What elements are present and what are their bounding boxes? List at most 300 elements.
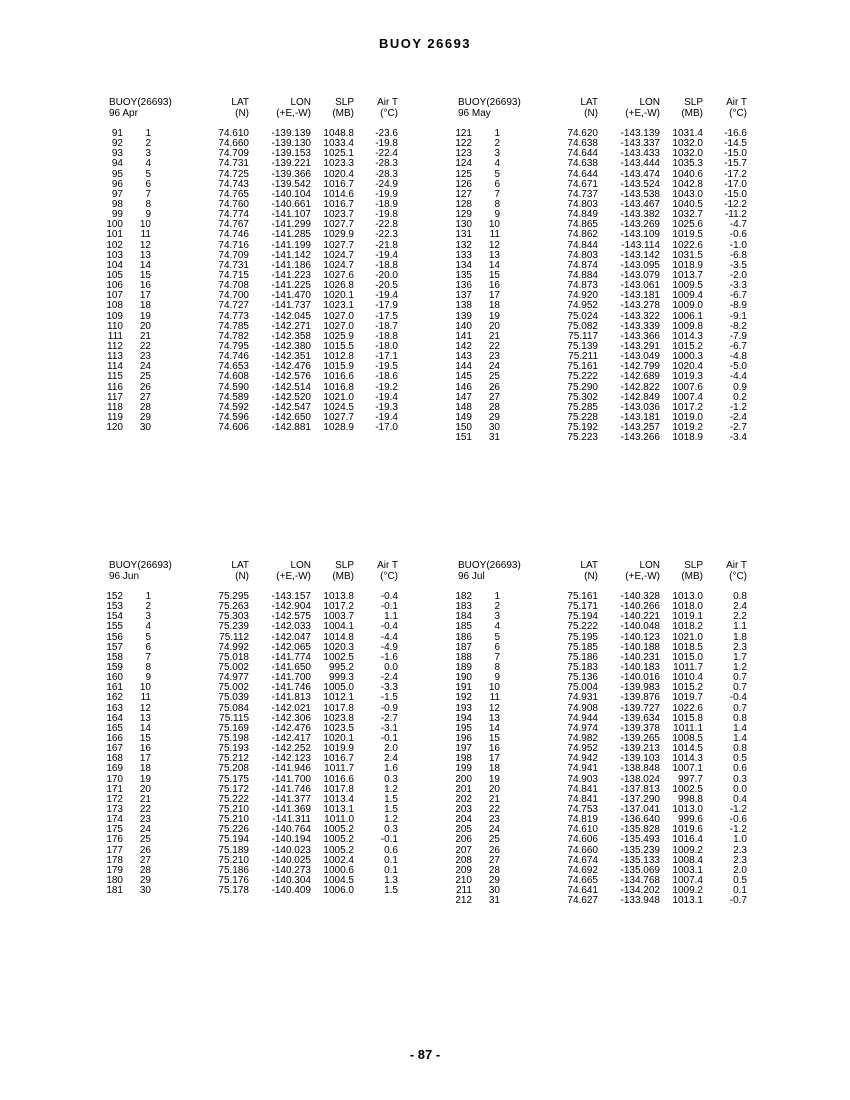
- cell-slp: 1024.5: [323, 401, 354, 413]
- cell-air-temp: -18.8: [375, 259, 398, 271]
- cell-slp: 1006.1: [672, 310, 703, 322]
- cell-air-temp: -2.4: [380, 672, 398, 684]
- cell-lat: 75.175: [218, 773, 249, 785]
- cell-slp: 1018.9: [672, 432, 703, 444]
- table-row: [101, 423, 411, 433]
- cell-day-of-year: 121: [455, 128, 472, 139]
- cell-slp: 1021.0: [323, 391, 354, 403]
- cell-air-temp: 2.0: [733, 864, 747, 876]
- cell-lat: 74.596: [218, 411, 249, 423]
- cell-day: 10: [139, 219, 151, 231]
- cell-day-of-year: 124: [455, 158, 472, 170]
- cell-slp: 1022.6: [672, 239, 703, 251]
- cell-day-of-year: 97: [111, 188, 123, 200]
- cell-lon: -143.538: [620, 188, 660, 200]
- cell-lon: -143.366: [620, 330, 660, 342]
- cell-lon: -140.273: [271, 864, 311, 876]
- cell-lon: -141.746: [271, 682, 311, 694]
- cell-day: 14: [488, 722, 500, 734]
- header-lon-unit: (+E,-W): [625, 571, 660, 582]
- cell-day: 16: [139, 280, 151, 292]
- cell-slp: 1027.6: [323, 269, 354, 281]
- cell-day: 25: [488, 371, 500, 383]
- table-body: [450, 129, 760, 443]
- cell-lon: -139.983: [620, 682, 660, 694]
- cell-air-temp: 1.1: [384, 611, 398, 623]
- cell-lon: -140.266: [620, 601, 660, 613]
- cell-day-of-year: 198: [455, 753, 472, 765]
- cell-slp: 1018.9: [672, 259, 703, 271]
- cell-air-temp: 2.2: [733, 611, 747, 623]
- cell-day-of-year: 118: [107, 401, 123, 413]
- cell-day-of-year: 98: [111, 198, 123, 210]
- cell-day-of-year: 132: [455, 239, 472, 251]
- cell-air-temp: -19.9: [375, 188, 398, 200]
- cell-slp: 1015.9: [323, 361, 354, 373]
- cell-day-of-year: 112: [107, 340, 123, 352]
- cell-slp: 999.6: [677, 814, 703, 826]
- cell-lon: -141.700: [271, 672, 311, 684]
- cell-slp: 1011.1: [673, 722, 703, 734]
- cell-lon: -141.107: [271, 209, 311, 221]
- header-airt: Air T: [377, 97, 398, 108]
- cell-lon: -143.114: [621, 239, 660, 251]
- cell-lon: -139.130: [271, 138, 311, 150]
- cell-slp: 1018.0: [672, 601, 703, 613]
- cell-air-temp: -20.5: [375, 280, 398, 292]
- cell-lat: 75.222: [218, 793, 249, 805]
- cell-lon: -142.252: [271, 743, 311, 755]
- cell-lat: 74.782: [218, 330, 249, 342]
- cell-day: 30: [139, 422, 151, 434]
- cell-lon: -140.328: [620, 591, 660, 602]
- cell-lat: 74.700: [218, 290, 249, 302]
- cell-day-of-year: 171: [106, 783, 123, 795]
- cell-air-temp: -12.2: [724, 198, 747, 210]
- cell-day-of-year: 128: [455, 198, 472, 210]
- cell-air-temp: -17.5: [375, 310, 398, 322]
- cell-day-of-year: 199: [455, 763, 472, 775]
- cell-day: 1: [494, 128, 500, 139]
- cell-air-temp: 1.2: [384, 814, 398, 826]
- cell-lon: -143.467: [620, 198, 660, 210]
- cell-lat: 74.610: [567, 824, 598, 836]
- cell-slp: 1013.7: [672, 269, 703, 281]
- cell-lat: 74.746: [218, 351, 249, 363]
- cell-air-temp: -6.7: [729, 340, 747, 352]
- cell-slp: 1004.1: [323, 621, 354, 633]
- cell-slp: 1023.3: [323, 158, 354, 170]
- cell-slp: 1031.4: [672, 128, 703, 139]
- cell-lat: 74.908: [567, 702, 598, 714]
- cell-day-of-year: 168: [106, 753, 123, 765]
- cell-air-temp: -1.0: [729, 239, 747, 251]
- cell-day-of-year: 103: [106, 249, 123, 261]
- cell-day-of-year: 131: [455, 229, 472, 241]
- cell-lon: -142.271: [271, 320, 311, 332]
- cell-day-of-year: 175: [106, 824, 123, 836]
- cell-day: 11: [489, 229, 500, 241]
- cell-day: 29: [139, 411, 151, 423]
- cell-lon: -143.382: [620, 209, 660, 221]
- table-row: [450, 301, 760, 311]
- cell-day-of-year: 102: [106, 239, 123, 251]
- cell-lon: -141.700: [271, 773, 311, 785]
- cell-air-temp: -2.0: [729, 269, 747, 281]
- header-slp-unit: (MB): [681, 571, 703, 582]
- cell-lat: 74.644: [567, 168, 598, 180]
- cell-lat: 74.952: [567, 300, 598, 312]
- cell-air-temp: -28.3: [375, 168, 398, 180]
- cell-lat: 74.638: [567, 138, 598, 150]
- page-number: - 87 -: [409, 1047, 441, 1062]
- header-month: 96 Jul: [458, 571, 485, 582]
- cell-day: 7: [494, 188, 500, 200]
- cell-slp: 1020.4: [672, 361, 703, 373]
- cell-slp: 1013.1: [323, 803, 354, 815]
- cell-day: 28: [139, 401, 151, 413]
- table-row: [101, 764, 411, 774]
- cell-lat: 74.931: [567, 692, 598, 704]
- cell-day-of-year: 156: [106, 631, 123, 643]
- cell-air-temp: 0.8: [733, 712, 747, 724]
- cell-lon: -142.514: [271, 381, 311, 393]
- cell-day-of-year: 95: [111, 168, 123, 180]
- table-row: [101, 301, 411, 311]
- cell-lat: 74.746: [218, 229, 249, 241]
- cell-lat: 75.185: [567, 641, 598, 653]
- cell-air-temp: -0.6: [729, 814, 747, 826]
- cell-slp: 1032.0: [672, 148, 703, 160]
- cell-day: 5: [145, 168, 151, 180]
- cell-air-temp: 2.4: [384, 753, 398, 765]
- table-row: [450, 764, 760, 774]
- cell-slp: 1027.0: [323, 310, 354, 322]
- cell-lon: -139.634: [620, 712, 660, 724]
- cell-day: 5: [145, 631, 151, 643]
- cell-air-temp: -19.4: [375, 249, 398, 261]
- header-airt-unit: (°C): [380, 108, 398, 119]
- cell-lat: 75.193: [218, 743, 249, 755]
- cell-lon: -140.231: [620, 651, 660, 663]
- cell-day-of-year: 195: [455, 722, 472, 734]
- cell-slp: 1048.8: [323, 128, 354, 139]
- cell-day-of-year: 206: [455, 834, 472, 846]
- cell-day: 1: [145, 128, 151, 139]
- header-slp-unit: (MB): [332, 108, 354, 119]
- cell-air-temp: 0.1: [733, 885, 747, 897]
- cell-day-of-year: 125: [455, 168, 472, 180]
- cell-lat: 75.222: [567, 371, 598, 383]
- cell-lon: -141.369: [271, 803, 311, 815]
- cell-slp: 1013.4: [323, 793, 354, 805]
- cell-lon: -143.079: [620, 269, 660, 281]
- header-buoy: BUOY(26693): [458, 97, 521, 108]
- cell-slp: 1012.8: [323, 351, 354, 363]
- cell-slp: 1016.6: [323, 773, 354, 785]
- cell-lon: -134.202: [620, 885, 660, 897]
- cell-slp: 1014.6: [323, 188, 354, 200]
- cell-day: 23: [488, 814, 500, 826]
- cell-day-of-year: 170: [106, 773, 123, 785]
- cell-day: 4: [494, 621, 500, 633]
- header-airt-unit: (°C): [380, 571, 398, 582]
- header-lat-unit: (N): [584, 108, 598, 119]
- cell-slp: 1019.9: [323, 743, 354, 755]
- cell-lat: 74.641: [567, 885, 598, 897]
- cell-day-of-year: 134: [455, 259, 472, 271]
- cell-lat: 74.974: [567, 722, 598, 734]
- cell-lon: -136.640: [620, 814, 660, 826]
- cell-day-of-year: 166: [106, 732, 123, 744]
- cell-day-of-year: 123: [455, 148, 472, 160]
- cell-lat: 75.136: [567, 672, 598, 684]
- cell-air-temp: -4.9: [380, 641, 398, 653]
- cell-slp: 1042.8: [672, 178, 703, 190]
- cell-slp: 1025.9: [323, 330, 354, 342]
- cell-lat: 75.198: [218, 732, 249, 744]
- cell-lat: 75.195: [567, 631, 598, 643]
- cell-day: 24: [488, 824, 500, 836]
- cell-day: 14: [139, 722, 151, 734]
- cell-day-of-year: 92: [111, 138, 123, 150]
- table-row: [101, 835, 411, 845]
- cell-slp: 1009.5: [672, 280, 703, 292]
- cell-lat: 75.117: [568, 330, 598, 342]
- cell-day-of-year: 140: [455, 320, 472, 332]
- cell-day: 12: [139, 239, 151, 251]
- cell-slp: 1002.5: [323, 651, 354, 663]
- cell-day: 21: [139, 793, 151, 805]
- cell-air-temp: 1.5: [384, 793, 398, 805]
- cell-lat: 74.753: [567, 803, 598, 815]
- cell-air-temp: -3.3: [380, 682, 398, 694]
- cell-lon: -143.139: [620, 128, 660, 139]
- cell-lat: 74.785: [218, 320, 249, 332]
- cell-day: 20: [488, 320, 500, 332]
- cell-slp: 1016.7: [323, 198, 354, 210]
- cell-lon: -143.278: [620, 300, 660, 312]
- cell-day-of-year: 178: [106, 854, 123, 866]
- cell-air-temp: -18.7: [375, 320, 398, 332]
- cell-air-temp: -19.4: [375, 411, 398, 423]
- cell-day-of-year: 104: [106, 259, 123, 271]
- cell-day: 22: [139, 340, 151, 352]
- cell-day-of-year: 138: [455, 300, 472, 312]
- cell-slp: 1019.5: [672, 229, 703, 241]
- cell-day: 15: [139, 732, 151, 744]
- cell-day: 12: [139, 702, 151, 714]
- cell-slp: 1017.8: [323, 783, 354, 795]
- cell-day-of-year: 145: [455, 371, 472, 383]
- cell-day-of-year: 162: [106, 692, 123, 704]
- cell-lat: 75.210: [218, 854, 249, 866]
- header-lon: LON: [639, 560, 660, 571]
- cell-lat: 74.674: [567, 854, 598, 866]
- cell-lat: 74.627: [567, 895, 598, 907]
- cell-slp: 1023.1: [323, 300, 354, 312]
- cell-day: 15: [488, 732, 500, 744]
- cell-slp: 1024.7: [323, 249, 354, 261]
- cell-lon: -141.377: [271, 793, 311, 805]
- cell-lat: 75.228: [567, 411, 598, 423]
- cell-day: 8: [145, 661, 151, 673]
- cell-day-of-year: 208: [455, 854, 472, 866]
- cell-day: 13: [139, 249, 151, 261]
- cell-lat: 75.039: [218, 692, 249, 704]
- header-airt: Air T: [377, 560, 398, 571]
- cell-slp: 1014.8: [323, 631, 354, 643]
- cell-slp: 1009.8: [672, 320, 703, 332]
- cell-lon: -134.768: [620, 874, 660, 886]
- cell-air-temp: 0.1: [384, 864, 398, 876]
- cell-lat: 74.942: [567, 753, 598, 765]
- header-slp-unit: (MB): [332, 571, 354, 582]
- cell-slp: 1002.4: [323, 854, 354, 866]
- cell-lat: 74.620: [567, 128, 598, 139]
- cell-day: 19: [139, 773, 151, 785]
- cell-lat: 74.606: [218, 422, 249, 434]
- cell-slp: 1015.2: [672, 682, 703, 694]
- cell-slp: 1011.7: [324, 763, 354, 775]
- cell-lon: -140.661: [271, 198, 311, 210]
- cell-lon: -135.828: [620, 824, 660, 836]
- cell-lat: 74.941: [567, 763, 598, 775]
- cell-air-temp: -2.7: [380, 712, 398, 724]
- page-title: BUOY 26693: [378, 36, 472, 51]
- table-body: [450, 592, 760, 906]
- cell-slp: 1012.1: [323, 692, 354, 704]
- cell-day-of-year: 197: [455, 743, 472, 755]
- cell-day-of-year: 160: [106, 672, 123, 684]
- cell-lat: 74.660: [218, 138, 249, 150]
- cell-day: 21: [488, 330, 500, 342]
- cell-day-of-year: 167: [106, 743, 123, 755]
- cell-lat: 74.841: [567, 783, 598, 795]
- cell-air-temp: -7.9: [729, 330, 747, 342]
- cell-air-temp: -19.5: [375, 361, 398, 373]
- table-july: [450, 560, 760, 906]
- cell-air-temp: -11.2: [724, 209, 747, 221]
- cell-slp: 1016.8: [323, 381, 354, 393]
- cell-day-of-year: 172: [106, 793, 123, 805]
- cell-slp: 1019.1: [672, 611, 703, 623]
- cell-day: 4: [145, 158, 151, 170]
- cell-air-temp: -22.3: [375, 229, 398, 241]
- cell-lat: 75.222: [567, 621, 598, 633]
- cell-day: 17: [139, 290, 151, 302]
- cell-day: 2: [145, 601, 151, 613]
- cell-lon: -143.157: [271, 591, 311, 602]
- cell-air-temp: 2.4: [733, 601, 747, 613]
- cell-lat: 74.982: [567, 732, 598, 744]
- cell-day-of-year: 187: [455, 641, 472, 653]
- cell-lon: -142.476: [271, 722, 311, 734]
- cell-lon: -142.123: [271, 753, 311, 765]
- cell-lon: -142.033: [271, 621, 311, 633]
- table-row: [450, 835, 760, 845]
- cell-lon: -143.291: [620, 340, 660, 352]
- cell-air-temp: 0.6: [384, 844, 398, 856]
- cell-slp: 1009.2: [672, 844, 703, 856]
- cell-air-temp: 1.7: [733, 651, 747, 663]
- cell-lon: -143.269: [620, 219, 660, 231]
- cell-air-temp: 0.5: [733, 753, 747, 765]
- cell-air-temp: 2.3: [733, 844, 747, 856]
- table-body: [101, 592, 411, 896]
- cell-day-of-year: 202: [455, 793, 472, 805]
- cell-lon: -143.339: [620, 320, 660, 332]
- cell-lat: 75.212: [218, 753, 249, 765]
- cell-day: 29: [139, 874, 151, 886]
- cell-air-temp: -4.7: [729, 219, 747, 231]
- cell-slp: 1010.4: [672, 672, 703, 684]
- cell-day-of-year: 192: [455, 692, 472, 704]
- cell-day-of-year: 119: [107, 411, 123, 423]
- cell-day: 2: [145, 138, 151, 150]
- cell-air-temp: 1.3: [384, 874, 398, 886]
- cell-lat: 75.194: [567, 611, 598, 623]
- cell-lat: 74.849: [567, 209, 598, 221]
- cell-day: 23: [488, 351, 500, 363]
- cell-lat: 74.795: [218, 340, 249, 352]
- cell-air-temp: -22.8: [375, 219, 398, 231]
- cell-air-temp: -19.4: [375, 391, 398, 403]
- cell-day: 19: [139, 310, 151, 322]
- cell-lat: 75.210: [218, 803, 249, 815]
- cell-air-temp: -4.4: [380, 631, 398, 643]
- cell-air-temp: -3.3: [729, 280, 747, 292]
- cell-day: 10: [488, 682, 500, 694]
- cell-day-of-year: 181: [106, 885, 123, 897]
- cell-lat: 75.176: [218, 874, 249, 886]
- cell-day: 26: [488, 381, 500, 393]
- cell-day-of-year: 136: [455, 280, 472, 292]
- cell-day-of-year: 135: [455, 269, 472, 281]
- cell-lon: -140.221: [620, 611, 660, 623]
- cell-lat: 74.844: [567, 239, 598, 251]
- cell-day: 9: [145, 672, 151, 684]
- cell-air-temp: -1.6: [380, 651, 398, 663]
- cell-day-of-year: 100: [106, 219, 123, 231]
- cell-day-of-year: 211: [456, 885, 472, 897]
- header-lat: LAT: [231, 560, 249, 571]
- cell-slp: 1018.5: [672, 641, 703, 653]
- cell-air-temp: -19.2: [375, 381, 398, 393]
- cell-lon: -142.358: [271, 330, 311, 342]
- cell-lat: 74.725: [218, 168, 249, 180]
- cell-day-of-year: 183: [455, 601, 472, 613]
- cell-slp: 1020.3: [323, 641, 354, 653]
- cell-day: 17: [488, 290, 500, 302]
- cell-lon: -141.225: [271, 280, 311, 292]
- cell-lon: -135.239: [620, 844, 660, 856]
- cell-lat: 75.239: [218, 621, 249, 633]
- cell-lat: 75.084: [218, 702, 249, 714]
- header-month: 96 May: [458, 108, 491, 119]
- cell-lon: -139.542: [271, 178, 311, 190]
- cell-day-of-year: 151: [455, 432, 472, 444]
- header-lon-unit: (+E,-W): [276, 571, 311, 582]
- cell-day: 27: [139, 391, 151, 403]
- cell-air-temp: 0.2: [733, 391, 747, 403]
- cell-air-temp: -0.7: [729, 895, 747, 907]
- cell-air-temp: 0.9: [733, 381, 747, 393]
- cell-slp: 1023.5: [323, 722, 354, 734]
- cell-slp: 1028.9: [323, 422, 354, 434]
- cell-day-of-year: 153: [106, 601, 123, 613]
- cell-lat: 74.692: [567, 864, 598, 876]
